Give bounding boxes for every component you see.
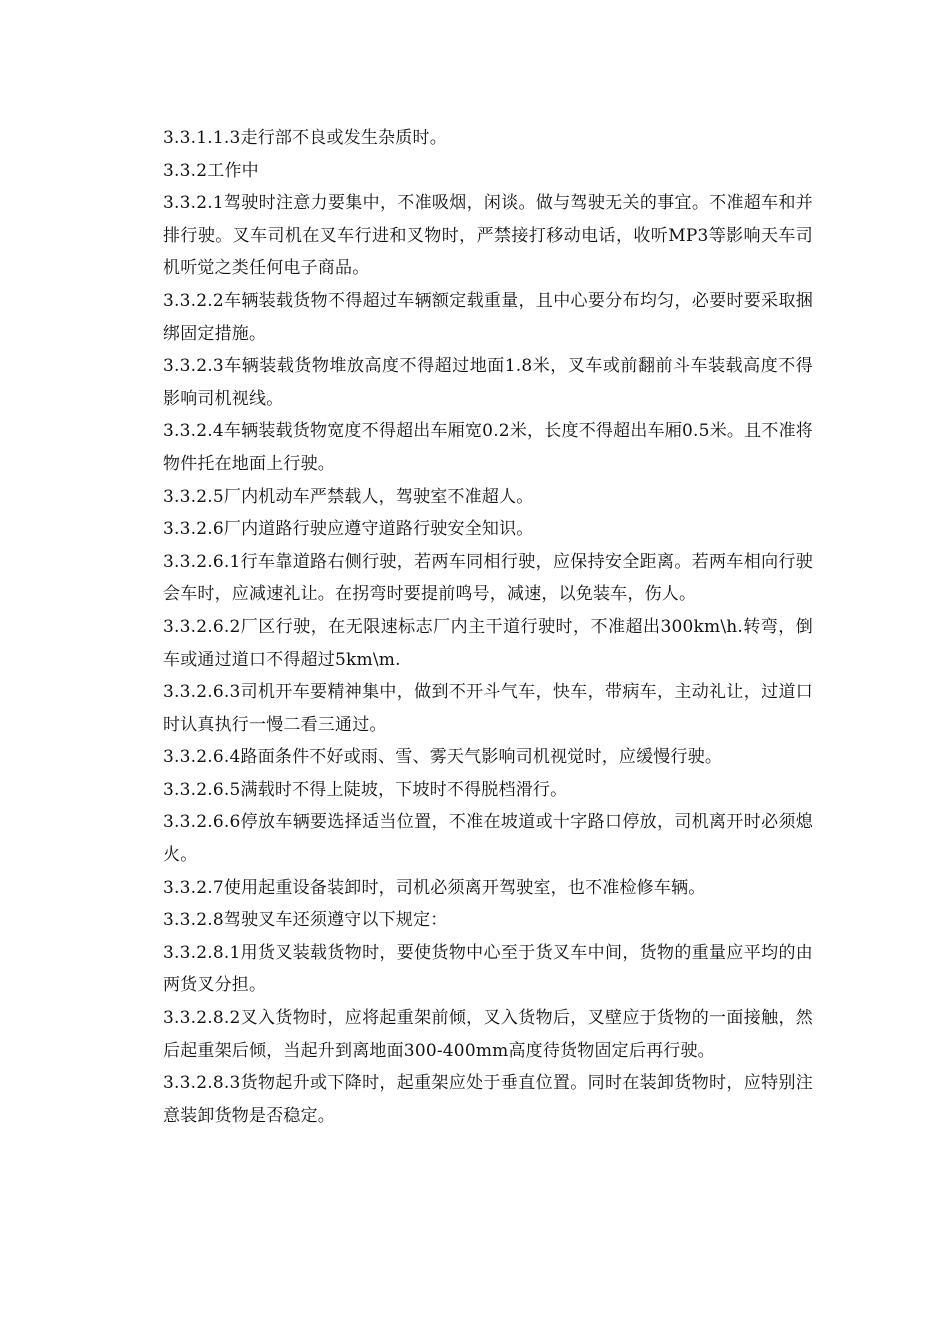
paragraph-3-3-2-6-2: 3.3.2.6.2厂区行驶，在无限速标志厂内主干道行驶时，不准超出300km\h.转弯，倒车或通过道口不得超过5km\m.	[163, 616, 813, 670]
section-heading-3-3-2: 3.3.2工作中	[163, 160, 259, 181]
paragraph-3-3-2-6-1: 3.3.2.6.1行车靠道路右侧行驶，若两车同相行驶，应保持安全距离。若两车相向行驶会车时，应减速礼让。在拐弯时要提前鸣号，减速，以免装车，伤人。	[163, 551, 813, 605]
paragraph-3-3-2-6-5: 3.3.2.6.5满载时不得上陡坡，下坡时不得脱档滑行。	[163, 779, 568, 800]
paragraph-3-3-2-8-2: 3.3.2.8.2叉入货物时，应将起重架前倾，叉入货物后，叉壁应于货物的一面接触，然后起重架后倾，当起升到离地面300-400mm高度待货物固定后再行驶。	[163, 1008, 813, 1061]
paragraph-3-3-2-6-4: 3.3.2.6.4路面条件不好或雨、雪、雾天气影响司机视觉时，应缓慢行驶。	[163, 747, 723, 768]
paragraph-3-3-2-8: 3.3.2.8驾驶叉车还须遵守以下规定：	[163, 910, 448, 931]
paragraph-3-3-2-7: 3.3.2.7使用起重设备装卸时，司机必须离开驾驶室，也不准检修车辆。	[163, 877, 706, 898]
paragraph-3-3-2-4: 3.3.2.4车辆装载货物宽度不得超出车厢宽0.2米，长度不得超出车厢0.5米。且不准将物件托在地面上行驶。	[163, 421, 813, 474]
paragraph-3-3-2-6: 3.3.2.6厂内道路行驶应遵守道路行驶安全知识。	[163, 519, 534, 540]
paragraph-3-3-2-6-6: 3.3.2.6.6停放车辆要选择适当位置，不准在坡道或十字路口停放，司机离开时必须熄火。	[163, 812, 813, 866]
paragraph-3-3-2-2: 3.3.2.2车辆装载货物不得超过车辆额定载重量，且中心要分布均匀，必要时要采取捆绑固定措施。	[163, 290, 813, 344]
document-body	[163, 122, 813, 1132]
paragraph-3-3-2-6-3: 3.3.2.6.3司机开车要精神集中，做到不开斗气车，快车，带病车，主动礼让，过道口时认真执行一慢二看三通过。	[163, 682, 813, 735]
paragraph-3-3-2-5: 3.3.2.5厂内机动车严禁载人，驾驶室不准超人。	[163, 486, 534, 507]
paragraph-3-3-2-8-3: 3.3.2.8.3货物起升或下降时，起重架应处于垂直位置。同时在装卸货物时，应特别注意装卸货物是否稳定。	[163, 1073, 813, 1126]
paragraph-3-3-2-1: 3.3.2.1驾驶时注意力要集中，不准吸烟，闲谈。做与驾驶无关的事宜。不准超车和并排行驶。叉车司机在叉车行进和叉物时，严禁接打移动电话，收听MP3等影响天车司机听觉之类任何电子商品。	[163, 193, 813, 279]
paragraph-3-3-1-1-3: 3.3.1.1.3走行部不良或发生杂质时。	[163, 128, 447, 148]
paragraph-3-3-2-3: 3.3.2.3车辆装载货物堆放高度不得超过地面1.8米，叉车或前翻前斗车装载高度不得影响司机视线。	[163, 356, 813, 409]
paragraph-3-3-2-8-1: 3.3.2.8.1用货叉装载货物时，要使货物中心至于货叉车中间，货物的重量应平均的由两货叉分担。	[163, 942, 813, 996]
